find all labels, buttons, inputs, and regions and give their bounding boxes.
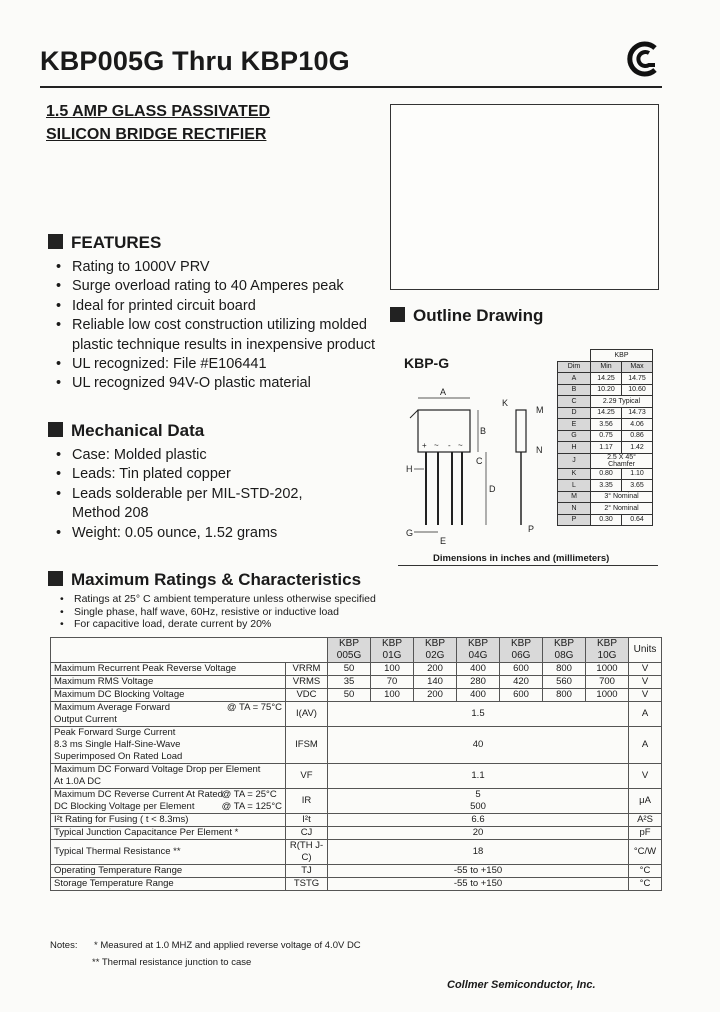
dim-cell: A xyxy=(558,373,591,385)
param-cell xyxy=(51,878,286,891)
section-square-icon xyxy=(48,571,63,586)
section-square-icon xyxy=(390,307,405,322)
value-cell: -55 to +150 xyxy=(328,878,629,891)
list-item xyxy=(54,258,384,277)
value-cell: 200 xyxy=(414,689,457,702)
dim-cell: J xyxy=(558,453,591,468)
unit-cell: V xyxy=(629,689,662,702)
dim-cell: B xyxy=(558,384,591,396)
dim-cell: C xyxy=(558,396,591,408)
dim-head-row xyxy=(558,361,653,373)
bullet-icon: • xyxy=(56,524,62,541)
dim-row xyxy=(558,480,653,492)
ratings-row xyxy=(51,727,662,764)
list-item-text: Reliable low cost construction utilizing molded plastic technique results in inexpensive product xyxy=(72,317,376,353)
value-cell: 1000 xyxy=(586,689,629,702)
dim-cell: D xyxy=(558,407,591,419)
part-header: KBP 04G xyxy=(457,638,500,663)
bullet-icon: • xyxy=(56,278,62,295)
param-text: Maximum DC Forward Voltage Drop per Element At 1.0A DC xyxy=(54,764,261,787)
label-m: M xyxy=(536,405,544,415)
features-list xyxy=(54,258,384,394)
dim-cell: P xyxy=(558,514,591,526)
dim-row xyxy=(558,384,653,396)
title-divider xyxy=(40,86,662,88)
param-cell xyxy=(51,702,286,727)
value-cell: 1.1 xyxy=(328,764,629,789)
dim-row xyxy=(558,396,653,408)
symbol-cell: CJ xyxy=(286,827,328,840)
list-item xyxy=(54,485,384,524)
list-item xyxy=(54,465,384,484)
part-header: KBP 005G xyxy=(328,638,371,663)
label-tilde-1: ~ xyxy=(434,441,439,450)
product-image-frame xyxy=(390,104,659,290)
ratings-table xyxy=(50,637,662,891)
dim-cell: N xyxy=(558,503,591,515)
param-cell xyxy=(51,689,286,702)
param-cell xyxy=(51,663,286,676)
param-text: Typical Junction Capacitance Per Element * xyxy=(54,827,239,838)
bullet-icon: • xyxy=(60,618,64,630)
value-cell: 1000 xyxy=(586,663,629,676)
value-cell: 700 xyxy=(586,676,629,689)
unit-cell: V xyxy=(629,663,662,676)
label-n: N xyxy=(536,445,543,455)
dim-row xyxy=(558,419,653,431)
list-item xyxy=(54,355,384,374)
dim-cell: 1.17 xyxy=(591,442,622,454)
value-cell: 50 xyxy=(328,689,371,702)
dim-cell: 10.60 xyxy=(622,384,653,396)
unit-cell: °C xyxy=(629,865,662,878)
ratings-row xyxy=(51,865,662,878)
list-item xyxy=(54,374,384,393)
dim-row xyxy=(558,491,653,503)
condition-text: @ TA = 75°C xyxy=(226,702,282,713)
value-cell: 800 xyxy=(543,689,586,702)
bullet-icon: • xyxy=(56,447,62,463)
subtitle-line-2: SILICON BRIDGE RECTIFIER xyxy=(46,126,267,143)
value-cell: 560 xyxy=(543,676,586,689)
dim-cell: G xyxy=(558,430,591,442)
features-heading: FEATURES xyxy=(48,233,161,253)
symbol-cell: IR xyxy=(286,789,328,814)
dim-cell: 3.56 xyxy=(591,419,622,431)
value-cell: -55 to +150 xyxy=(328,865,629,878)
bullet-icon: • xyxy=(56,317,62,334)
list-item-text: Leads: Tin plated copper xyxy=(72,466,231,483)
section-square-icon xyxy=(48,422,63,437)
bullet-icon: • xyxy=(56,466,62,483)
label-p: P xyxy=(528,524,535,534)
param-text: Maximum Average Forward Output Current @ TA = 75°C xyxy=(54,702,282,725)
ratings-header-row xyxy=(51,638,662,663)
dimension-caption: Dimensions in inches and (millimeters) xyxy=(433,553,610,564)
list-item-text: Rating to 1000V PRV xyxy=(72,259,210,275)
list-item xyxy=(54,446,384,465)
value-cell: 280 xyxy=(457,676,500,689)
ratings-row xyxy=(51,764,662,789)
symbol-cell: VDC xyxy=(286,689,328,702)
page-title: KBP005G Thru KBP10G xyxy=(40,46,350,76)
dim-cell: 2° Nominal xyxy=(591,503,653,515)
note-2: ** Thermal resistance junction to case xyxy=(92,957,252,968)
dim-cell: 14.25 xyxy=(591,407,622,419)
ratings-row xyxy=(51,689,662,702)
ratings-row xyxy=(51,840,662,865)
dim-group-header: KBP xyxy=(591,350,653,362)
value-cell: 35 xyxy=(328,676,371,689)
list-item-text: Ideal for printed circuit board xyxy=(72,297,256,314)
param-text: Peak Forward Surge Current 8.3 ms Single Half-Sine-Wave Superimposed On Rated Load xyxy=(54,727,183,762)
condition-text: For capacitive load, derate current by 20% xyxy=(74,618,272,630)
dim-cell: L xyxy=(558,480,591,492)
param-text: Maximum DC Reverse Current At Rated DC Blocking Voltage per Element @ TA = 25°C @ TA = 125°C xyxy=(54,789,282,812)
dim-header-blank xyxy=(558,350,591,362)
condition-item xyxy=(58,593,458,606)
dim-cell: 3.65 xyxy=(622,480,653,492)
ratings-row xyxy=(51,789,662,814)
ratings-heading: Maximum Ratings & Characteristics xyxy=(48,570,361,590)
dim-row xyxy=(558,442,653,454)
caption-divider xyxy=(398,565,658,566)
ratings-row xyxy=(51,827,662,840)
ratings-row xyxy=(51,878,662,891)
mechanical-heading: Mechanical Data xyxy=(48,421,204,441)
part-header: KBP 01G xyxy=(371,638,414,663)
package-label: KBP-G xyxy=(404,355,450,371)
label-h: H xyxy=(406,464,413,474)
value-cell: 600 xyxy=(500,689,543,702)
list-item xyxy=(54,524,384,543)
label-a: A xyxy=(440,387,447,397)
dimension-table xyxy=(557,349,653,526)
dim-cell: 2.5 X 45° Chamfer xyxy=(591,453,653,468)
note-1: * Measured at 1.0 MHZ and applied reverse voltage of 4.0V DC xyxy=(94,940,361,951)
condition-item xyxy=(58,606,458,619)
part-header: KBP 08G xyxy=(543,638,586,663)
part-header: KBP 06G xyxy=(500,638,543,663)
value-cell: 600 xyxy=(500,663,543,676)
notes-label: Notes: xyxy=(50,940,78,951)
symbol-cell: IFSM xyxy=(286,727,328,764)
condition-text: @ TA = 25°C @ TA = 125°C xyxy=(221,789,282,812)
label-d: D xyxy=(489,484,496,494)
unit-cell: V xyxy=(629,764,662,789)
company-logo-icon xyxy=(625,40,661,78)
list-item xyxy=(54,297,384,316)
list-item-text: UL recognized 94V-O plastic material xyxy=(72,375,311,392)
dim-cell: 14.25 xyxy=(591,373,622,385)
label-b: B xyxy=(480,426,487,436)
label-tilde-2: ~ xyxy=(458,441,463,450)
ratings-row xyxy=(51,663,662,676)
value-cell: 18 xyxy=(328,840,629,865)
symbol-cell: VRRM xyxy=(286,663,328,676)
dim-cell: 14.75 xyxy=(622,373,653,385)
dim-head-cell: Dim xyxy=(558,361,591,373)
dim-group-row xyxy=(558,350,653,362)
symbol-cell: I²t xyxy=(286,814,328,827)
value-cell: 70 xyxy=(371,676,414,689)
symbol-cell: R(TH J-C) xyxy=(286,840,328,865)
bullet-icon: • xyxy=(56,375,62,392)
dim-row xyxy=(558,407,653,419)
bullet-icon: • xyxy=(56,356,62,373)
ratings-conditions xyxy=(58,593,458,631)
dim-row xyxy=(558,430,653,442)
value-cell: 800 xyxy=(543,663,586,676)
value-cell: 140 xyxy=(414,676,457,689)
ratings-row xyxy=(51,814,662,827)
dim-row xyxy=(558,453,653,468)
unit-cell: A xyxy=(629,727,662,764)
symbol-cell: I(AV) xyxy=(286,702,328,727)
dim-row xyxy=(558,373,653,385)
list-item-text: Weight: 0.05 ounce, 1.52 grams xyxy=(72,524,278,541)
list-item-text: Surge overload rating to 40 Amperes peak xyxy=(72,278,344,295)
dim-cell: 0.64 xyxy=(622,514,653,526)
param-header xyxy=(51,638,328,663)
label-k: K xyxy=(502,398,509,408)
value-cell: 5 500 xyxy=(328,789,629,814)
unit-cell: A²S xyxy=(629,814,662,827)
dim-cell: E xyxy=(558,419,591,431)
list-item-text: UL recognized: File #E106441 xyxy=(72,356,267,373)
dim-cell: 3.35 xyxy=(591,480,622,492)
outline-heading: Outline Drawing xyxy=(390,306,543,326)
param-cell xyxy=(51,827,286,840)
section-square-icon xyxy=(48,234,63,249)
dim-head-cell: Min xyxy=(591,361,622,373)
param-cell xyxy=(51,814,286,827)
unit-cell: A xyxy=(629,702,662,727)
list-item xyxy=(54,316,384,355)
value-cell: 6.6 xyxy=(328,814,629,827)
unit-cell: °C/W xyxy=(629,840,662,865)
dim-cell: 0.30 xyxy=(591,514,622,526)
dim-row xyxy=(558,514,653,526)
param-cell xyxy=(51,789,286,814)
value-cell: 40 xyxy=(328,727,629,764)
label-minus: - xyxy=(448,441,451,450)
value-cell: 20 xyxy=(328,827,629,840)
param-cell xyxy=(51,840,286,865)
dim-cell: 0.80 xyxy=(591,468,622,480)
dim-cell: 0.75 xyxy=(591,430,622,442)
value-cell: 50 xyxy=(328,663,371,676)
param-text: Typical Thermal Resistance ** xyxy=(54,846,181,857)
param-cell xyxy=(51,676,286,689)
mechanical-list xyxy=(54,446,384,543)
symbol-cell: TSTG xyxy=(286,878,328,891)
dim-head-cell: Max xyxy=(622,361,653,373)
unit-cell: pF xyxy=(629,827,662,840)
dim-cell: 14.73 xyxy=(622,407,653,419)
param-text: I²t Rating for Fusing ( t < 8.3ms) xyxy=(54,814,189,825)
value-cell: 100 xyxy=(371,689,414,702)
dim-cell: 4.06 xyxy=(622,419,653,431)
param-text: Operating Temperature Range xyxy=(54,865,183,876)
unit-cell: °C xyxy=(629,878,662,891)
bullet-icon: • xyxy=(56,297,62,314)
label-e: E xyxy=(440,536,447,546)
condition-text: Single phase, half wave, 60Hz, resistive or inductive load xyxy=(74,605,339,618)
param-text: Maximum Recurrent Peak Reverse Voltage xyxy=(54,663,237,674)
dim-cell: 2.29 Typical xyxy=(591,396,653,408)
dim-cell: 0.86 xyxy=(622,430,653,442)
param-text: Maximum DC Blocking Voltage xyxy=(54,689,185,700)
bullet-icon: • xyxy=(56,259,62,275)
dim-row xyxy=(558,503,653,515)
value-cell: 1.5 xyxy=(328,702,629,727)
units-header: Units xyxy=(629,638,662,663)
label-plus: + xyxy=(422,441,427,450)
dim-cell: M xyxy=(558,491,591,503)
dim-cell: 10.20 xyxy=(591,384,622,396)
param-text: Storage Temperature Range xyxy=(54,878,174,889)
company-footer: Collmer Semiconductor, Inc. xyxy=(447,979,596,991)
param-text: Maximum RMS Voltage xyxy=(54,676,154,687)
label-g: G xyxy=(406,528,414,538)
param-cell xyxy=(51,764,286,789)
subtitle-line-1: 1.5 AMP GLASS PASSIVATED xyxy=(46,103,271,120)
value-cell: 420 xyxy=(500,676,543,689)
value-cell: 200 xyxy=(414,663,457,676)
value-cell: 400 xyxy=(457,689,500,702)
part-header: KBP 10G xyxy=(586,638,629,663)
bullet-icon: • xyxy=(60,605,64,618)
label-c: C xyxy=(476,456,483,466)
param-cell xyxy=(51,727,286,764)
list-item-text: Case: Molded plastic xyxy=(72,447,207,463)
outline-drawing xyxy=(400,380,560,550)
condition-text: Ratings at 25° C ambient temperature unless otherwise specified xyxy=(74,593,376,605)
part-header: KBP 02G xyxy=(414,638,457,663)
dim-cell: 3° Nominal xyxy=(591,491,653,503)
list-item xyxy=(54,277,384,296)
param-cell xyxy=(51,865,286,878)
dim-cell: H xyxy=(558,442,591,454)
symbol-cell: VRMS xyxy=(286,676,328,689)
bullet-icon: • xyxy=(60,593,64,605)
dim-cell: K xyxy=(558,468,591,480)
ratings-row xyxy=(51,702,662,727)
dim-cell: 1.42 xyxy=(622,442,653,454)
symbol-cell: TJ xyxy=(286,865,328,878)
dim-row xyxy=(558,468,653,480)
value-cell: 400 xyxy=(457,663,500,676)
symbol-cell: VF xyxy=(286,764,328,789)
bullet-icon: • xyxy=(56,485,62,502)
dim-cell: 1.10 xyxy=(622,468,653,480)
unit-cell: V xyxy=(629,676,662,689)
value-cell: 100 xyxy=(371,663,414,676)
list-item-text: Leads solderable per MIL-STD-202, Method 208 xyxy=(72,485,303,522)
unit-cell: μA xyxy=(629,789,662,814)
condition-item xyxy=(58,618,458,631)
ratings-row xyxy=(51,676,662,689)
